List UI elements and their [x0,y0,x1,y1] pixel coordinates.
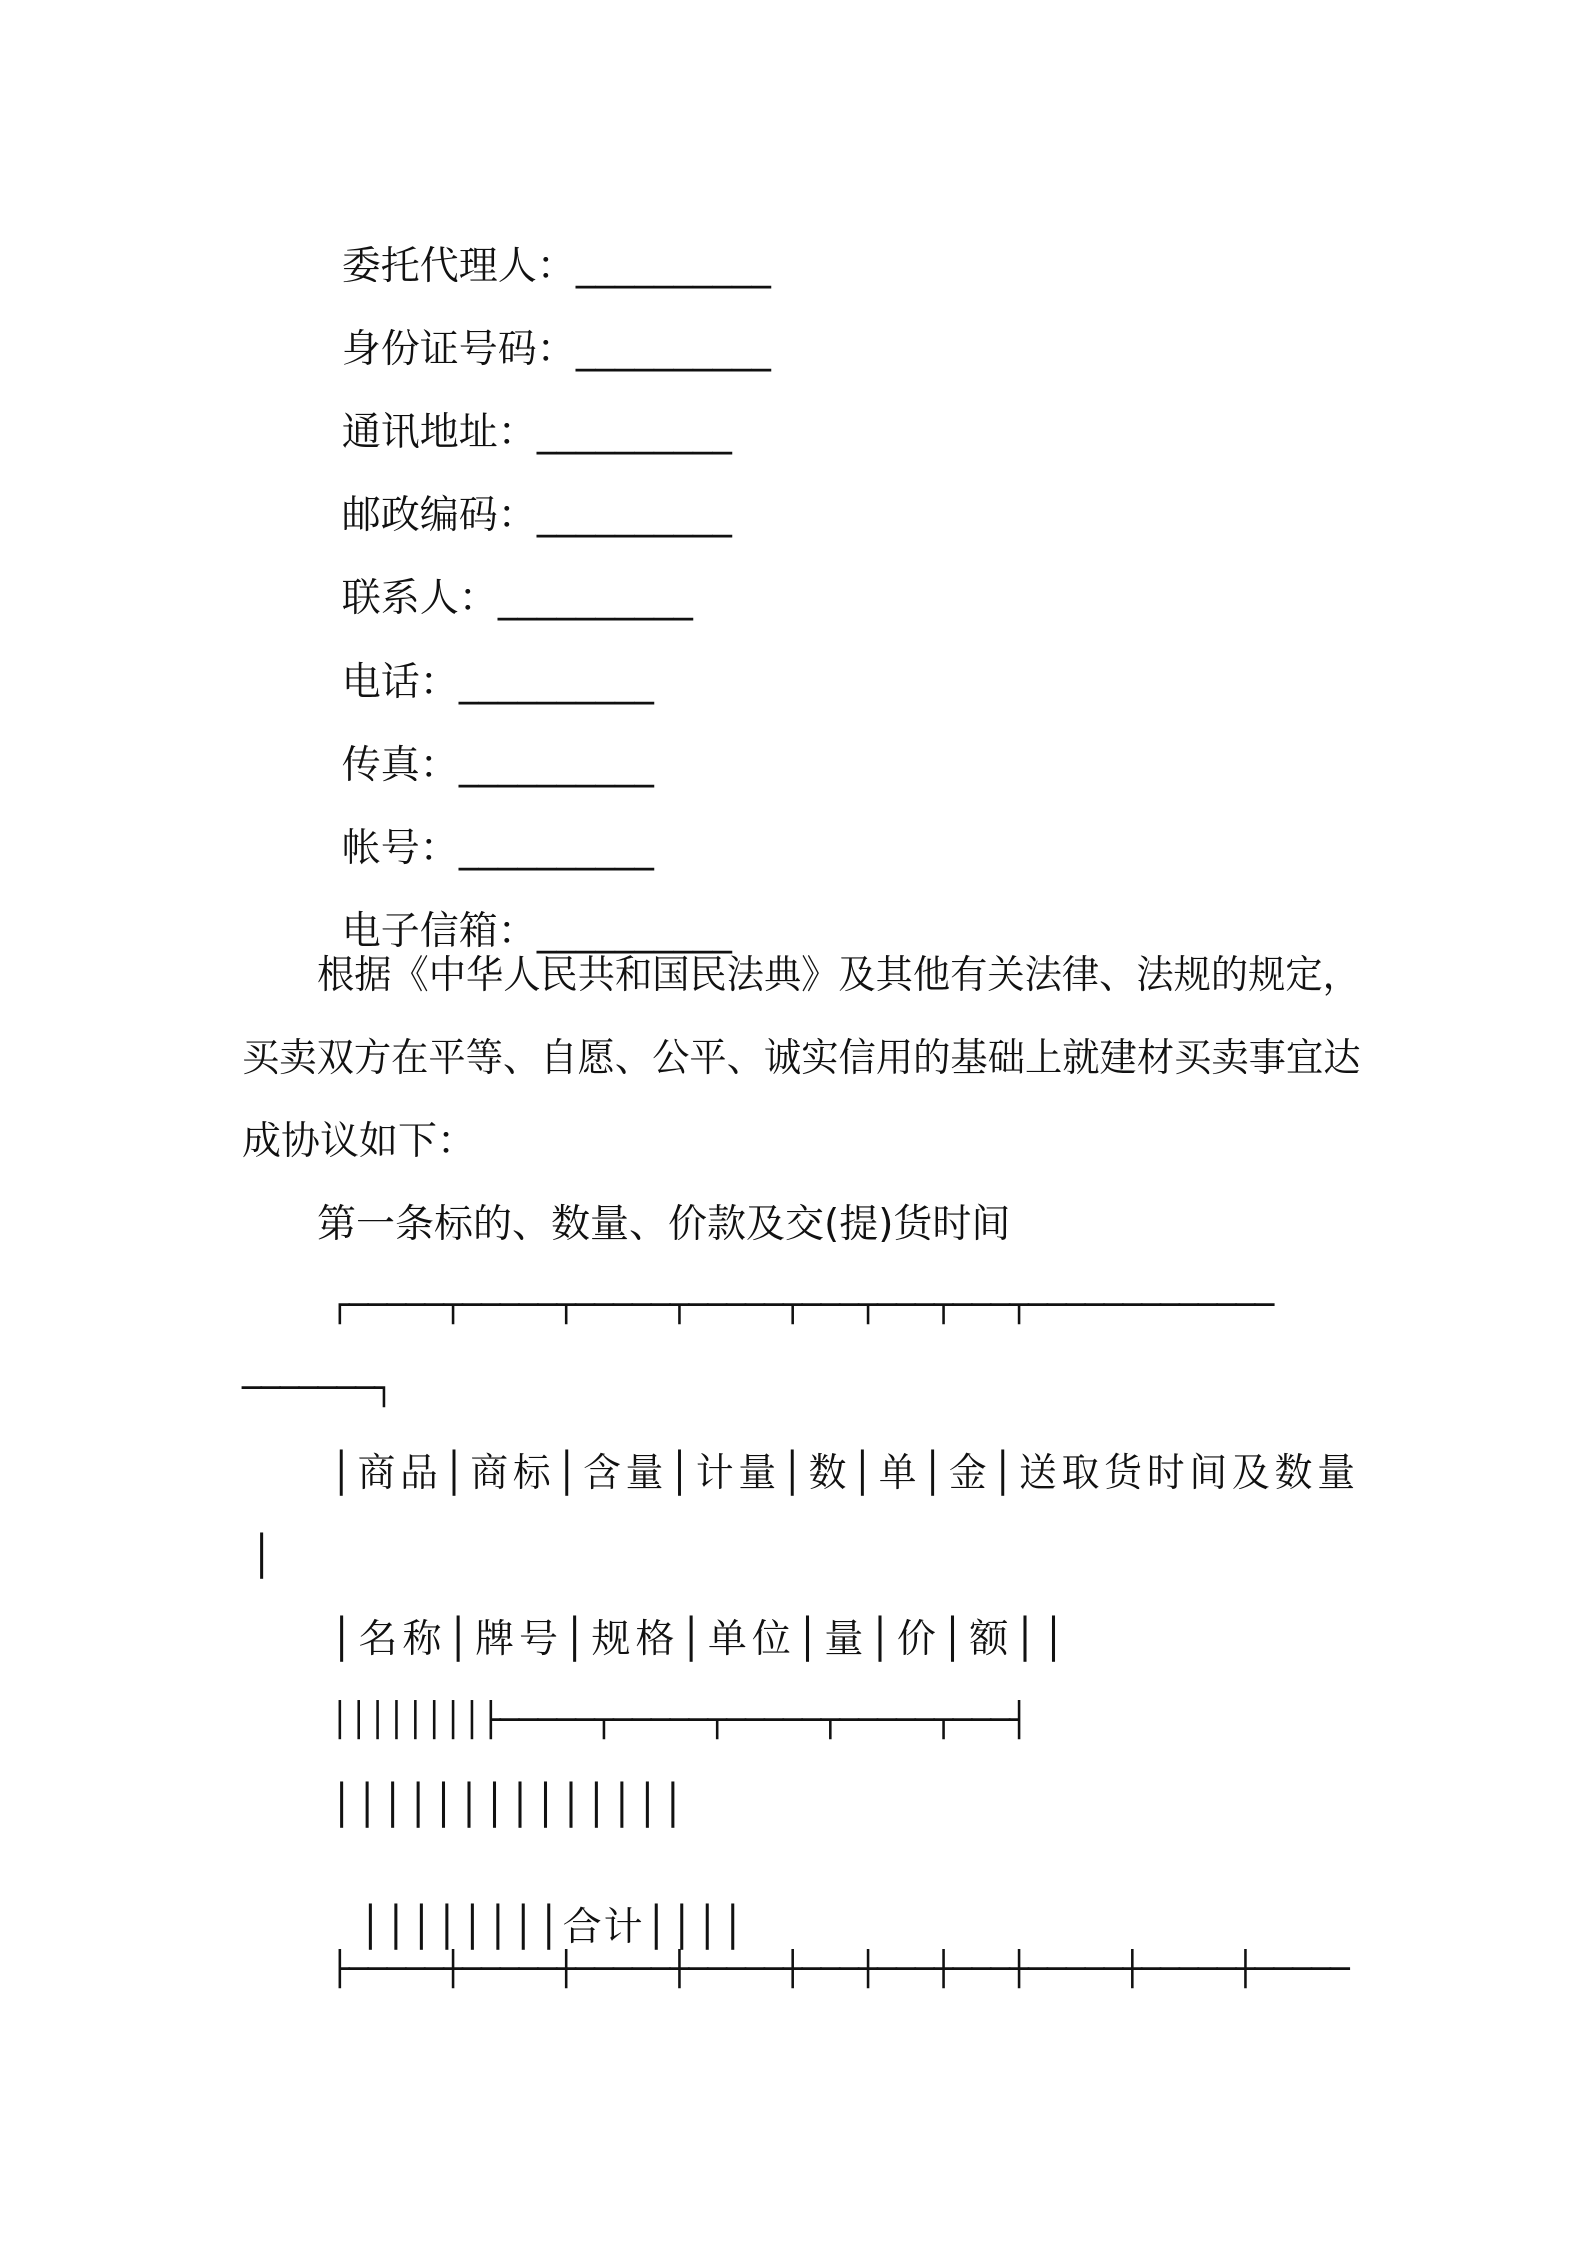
field-address-label: 通讯地址： [341,410,537,455]
field-agent-blank: __________ [575,244,771,289]
field-fax-label: 传真： [341,743,459,788]
field-postcode [317,457,732,538]
field-contact-blank: __________ [497,576,693,621]
field-id-number-label: 身份证号码： [341,327,576,372]
table-top-border-b: ───────┐ [242,1368,393,1407]
table-total-row-prefix: ││││││││ [358,1905,563,1950]
field-contact-label: 联系人： [341,576,498,621]
table-header-row-1b: │ [250,1534,274,1579]
field-agent-label: 委托代理人： [341,244,576,289]
field-id-number-blank: __________ [575,327,771,372]
intro-line-3: 成协议如下： [242,1119,477,1164]
field-fax [317,707,654,788]
field-id-number [317,291,771,372]
field-fax-blank: __________ [458,743,654,788]
table-top-border-a: ┌─────┬─────┬─────┬─────┬───┬───┬───┬───────────── [330,1285,1274,1324]
field-agent [317,208,771,289]
field-address-blank: __________ [536,410,732,455]
intro-line-1: 根据《中华人民共和国民法典》及其他有关法律、法规的规定， [317,953,1360,998]
table-total-label: 合计 [562,1905,645,1950]
article-1-heading: 第一条标的、数量、价款及交(提)货时间 [317,1202,1011,1247]
table-sub-border: ││││││││├─────┬─────┬─────┬─────┬───┤ [330,1700,1029,1739]
field-account-blank: __________ [458,826,654,871]
field-postcode-blank: __________ [536,493,732,538]
field-account [317,790,654,871]
field-email-label: 电子信箱： [341,909,537,954]
field-phone [317,624,654,705]
field-email [317,873,732,954]
field-phone-label: 电话： [341,660,459,705]
field-account-label: 帐号： [341,826,459,871]
field-address [317,374,732,455]
field-contact [317,540,693,621]
intro-line-2: 买卖双方在平等、自愿、公平、诚实信用的基础上就建材买卖事宜达 [242,1036,1361,1081]
table-empty-row: ││││││││││││││ [330,1783,687,1828]
table-bottom-border: ├─────┼─────┼─────┼─────┼───┼───┼───┼─────┼─────┼───── [330,1949,1349,1988]
table-total-row [330,1869,747,1950]
table-header-row-2: │名称│牌号│规格│单位│量│价│额││ [330,1617,1071,1662]
field-email-blank: __________ [536,909,732,954]
field-phone-blank: __________ [458,660,654,705]
table-total-row-suffix: ││││ [644,1905,747,1950]
field-postcode-label: 邮政编码： [341,493,537,538]
table-header-row-1a: │商品│商标│含量│计量│数│单│金│送取货时间及数量 [330,1451,1360,1496]
